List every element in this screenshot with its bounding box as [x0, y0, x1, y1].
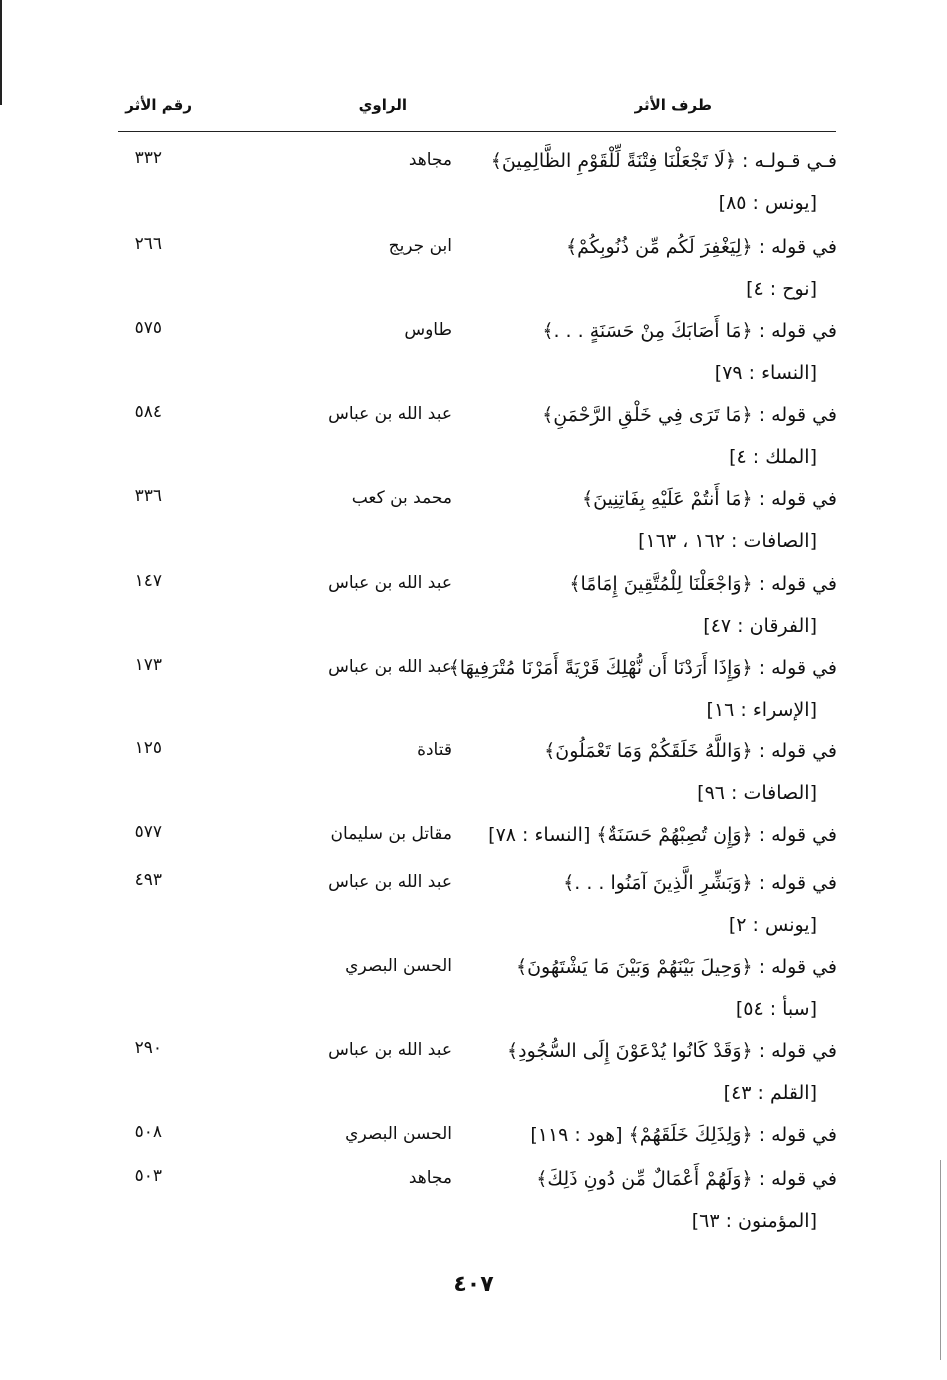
row-excerpt-verse: في قوله : ﴿وَإِن تُصِبْهُمْ حَسَنَةٌ﴾ [النساء : ٧٨]	[488, 824, 837, 846]
row-excerpt-reference: [الإسراء : ١٦]	[706, 699, 817, 721]
row-number: ٣٣٦	[134, 486, 162, 506]
row-narrator: طاوس	[404, 320, 452, 340]
row-number: ٢٦٦	[134, 234, 162, 254]
scan-edge-mark	[0, 0, 2, 105]
row-excerpt-reference: [يونس : ٨٥]	[718, 192, 817, 214]
row-number: ٢٩٠	[134, 1038, 162, 1058]
row-excerpt-verse: في قوله : ﴿مَا أَنتُمْ عَلَيْهِ بِفَاتِنِينَ﴾	[581, 488, 837, 510]
row-excerpt-verse: في قوله : ﴿مَا أَصَابَكَ مِنْ حَسَنَةٍ . . .﴾	[542, 320, 837, 342]
row-excerpt-verse: في قوله : ﴿مَا تَرَى فِي خَلْقِ الرَّحْمَنِ﴾	[542, 404, 837, 426]
row-number: ٥٨٤	[134, 402, 162, 422]
header-narrator: الراوي	[358, 96, 407, 114]
row-number: ١٧٣	[134, 655, 162, 675]
row-excerpt-verse: في قوله : ﴿وَاللَّهُ خَلَقَكُمْ وَمَا تَعْمَلُونَ﴾	[544, 740, 837, 762]
page-number: ٤٠٧	[453, 1272, 494, 1297]
row-excerpt-reference: [سبأ : ٥٤]	[735, 998, 817, 1020]
row-excerpt-verse: في قوله : ﴿وَقَدْ كَانُوا يُدْعَوْنَ إِلَى السُّجُودِ﴾	[506, 1040, 837, 1062]
row-excerpt-verse: في قوله : ﴿وَلَهُمْ أَعْمَالٌ مِّن دُونِ ذَلِكَ﴾	[536, 1168, 837, 1190]
row-excerpt-reference: [الصافات : ١٦٢ ، ١٦٣]	[638, 530, 817, 552]
row-excerpt-verse: في قوله : ﴿وَحِيلَ بَيْنَهُمْ وَبَيْنَ مَا يَشْتَهُونَ﴾	[515, 956, 837, 978]
row-narrator: الحسن البصري	[345, 956, 452, 976]
row-excerpt-verse: في قوله : ﴿وَبَشِّرِ الَّذِينَ آمَنُوا . . .﴾	[563, 872, 837, 894]
row-excerpt-reference: [النساء : ٧٩]	[714, 362, 817, 384]
scan-edge-mark	[940, 1160, 941, 1360]
row-narrator: عبد الله بن عباس	[328, 657, 452, 677]
row-narrator: مجاهد	[408, 150, 452, 170]
row-excerpt-reference: [يونس : ٢]	[728, 914, 817, 936]
header-number: رقم الأثر	[125, 96, 192, 114]
row-number: ١٢٥	[134, 738, 162, 758]
row-narrator: عبد الله بن عباس	[328, 1040, 452, 1060]
row-narrator: محمد بن كعب	[351, 488, 452, 508]
row-number: ٥٠٣	[134, 1166, 162, 1186]
row-narrator: عبد الله بن عباس	[328, 404, 452, 424]
row-number: ٥٧٧	[134, 822, 162, 842]
row-excerpt-verse: في قوله : ﴿لِيَغْفِرَ لَكُم مِّن ذُنُوبِكُمْ﴾	[565, 236, 837, 258]
row-number: ٥٧٥	[134, 318, 162, 338]
row-excerpt-reference: [المؤمنون : ٦٣]	[691, 1210, 817, 1232]
row-number: ٣٣٢	[134, 148, 162, 168]
row-narrator: قتادة	[417, 740, 452, 760]
row-number: ١٤٧	[134, 571, 162, 591]
row-number: ٤٩٣	[134, 870, 162, 890]
row-excerpt-verse: في قوله : ﴿وَلِذَلِكَ خَلَقَهُمْ﴾ [هود : ١١٩]	[530, 1124, 837, 1146]
row-excerpt-reference: [القلم : ٤٣]	[723, 1082, 817, 1104]
row-excerpt-verse: في قوله : ﴿وَإِذَا أَرَدْنَا أَن نُّهْلِكَ قَرْيَةً أَمَرْنَا مُتْرَفِيهَا﴾	[448, 657, 837, 679]
row-number: ٥٠٨	[134, 1122, 162, 1142]
row-narrator: عبد الله بن عباس	[328, 872, 452, 892]
row-excerpt-reference: [نوح : ٤]	[746, 278, 817, 300]
header-rule	[118, 131, 836, 132]
row-excerpt-verse: في قوله : ﴿وَاجْعَلْنَا لِلْمُتَّقِينَ إِمَامًا﴾	[569, 573, 837, 595]
row-narrator: الحسن البصري	[345, 1124, 452, 1144]
row-narrator: ابن جريج	[388, 236, 452, 256]
row-excerpt-verse: فـي قـولـه : ﴿لَا تَجْعَلْنَا فِتْنَةً لِّلْقَوْمِ الظَّالِمِينَ﴾	[490, 150, 837, 172]
header-excerpt: طرف الأثر	[634, 96, 712, 114]
row-excerpt-reference: [الصافات : ٩٦]	[697, 782, 817, 804]
row-narrator: عبد الله بن عباس	[328, 573, 452, 593]
row-narrator: مجاهد	[408, 1168, 452, 1188]
row-narrator: مقاتل بن سليمان	[330, 824, 452, 844]
row-excerpt-reference: [الفرقان : ٤٧]	[703, 615, 817, 637]
row-excerpt-reference: [الملك : ٤]	[729, 446, 817, 468]
